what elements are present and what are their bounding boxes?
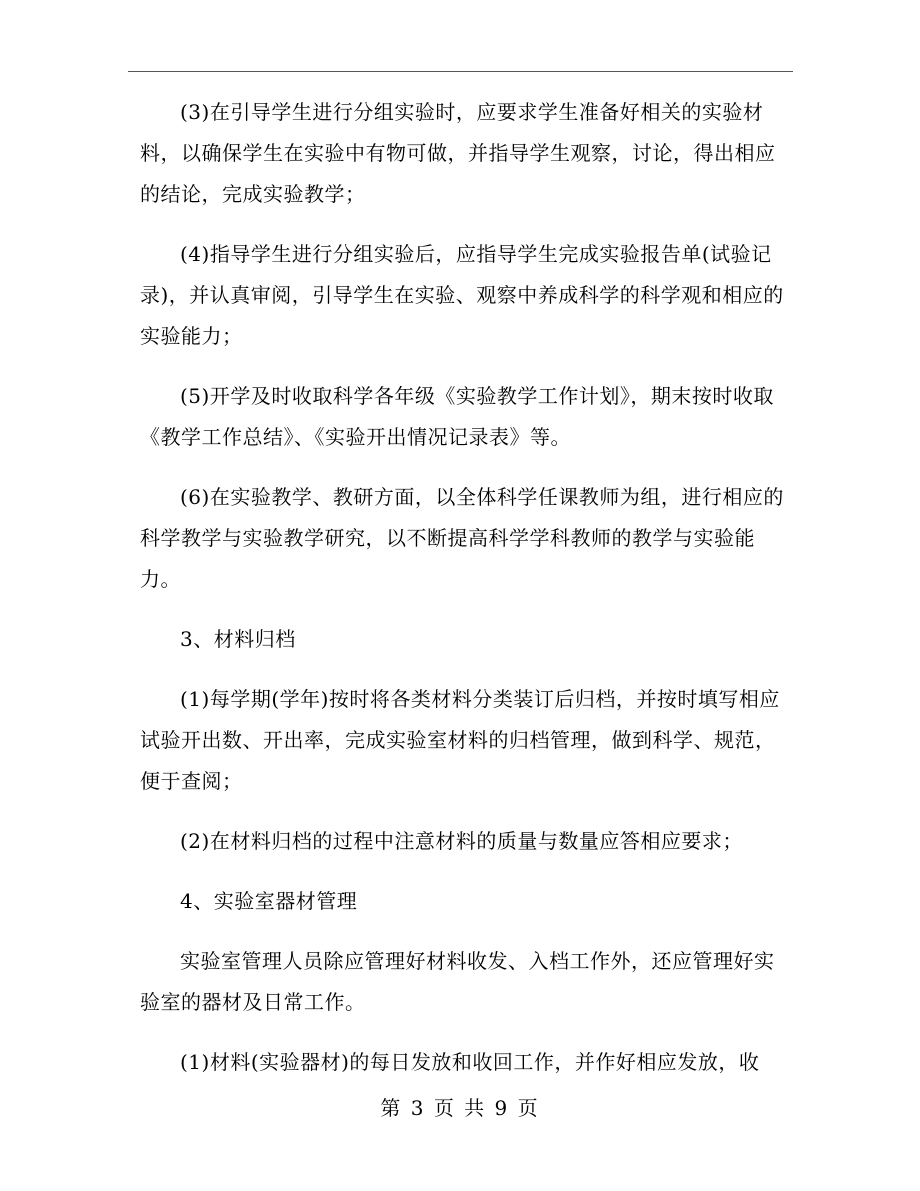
header-rule [128, 71, 793, 72]
paragraph-archiving-1: (1)每学期(学年)按时将各类材料分类装订后归档，并按时填写相应试验开出数、开出率，完成实验室材料的归档管理，做到科学、规范，便于查阅； [140, 687, 780, 793]
paragraph-5: (5)开学及时收取科学各年级《实验教学工作计划》，期末按时收取《教学工作总结》、《实验开出情况记录表》等。 [140, 384, 774, 449]
paragraph-equipment-intro: 实验室管理人员除应管理好材料收发、入档工作外，还应管理好实验室的器材及日常工作。 [140, 949, 775, 1014]
section-heading-equipment: 4、实验室器材管理 [180, 889, 358, 913]
paragraph-4: (4)指导学生进行分组实验后，应指导学生完成实验报告单(试验记录)，并认真审阅，引导学生在实验、观察中养成科学的科学观和相应的实验能力； [140, 242, 784, 348]
paragraph-3: (3)在引导学生进行分组实验时，应要求学生准备好相关的实验材料，以确保学生在实验中有物可做，并指导学生观察，讨论，得出相应的结论，完成实验教学； [140, 100, 776, 206]
document-body [140, 92, 790, 1102]
paragraph-6: (6)在实验教学、教研方面，以全体科学任课教师为组，进行相应的科学教学与实验教学研究，以不断提高科学学科教师的教学与实验能力。 [140, 485, 784, 591]
paragraph-archiving-2: (2)在材料归档的过程中注意材料的质量与数量应答相应要求； [180, 829, 743, 853]
section-heading-archiving: 3、材料归档 [180, 627, 296, 651]
paragraph-equipment-1: (1)材料(实验器材)的每日发放和收回工作，并作好相应发放，收 [180, 1050, 760, 1074]
page-number-footer: 第 3 页 共 9 页 [380, 1096, 540, 1120]
